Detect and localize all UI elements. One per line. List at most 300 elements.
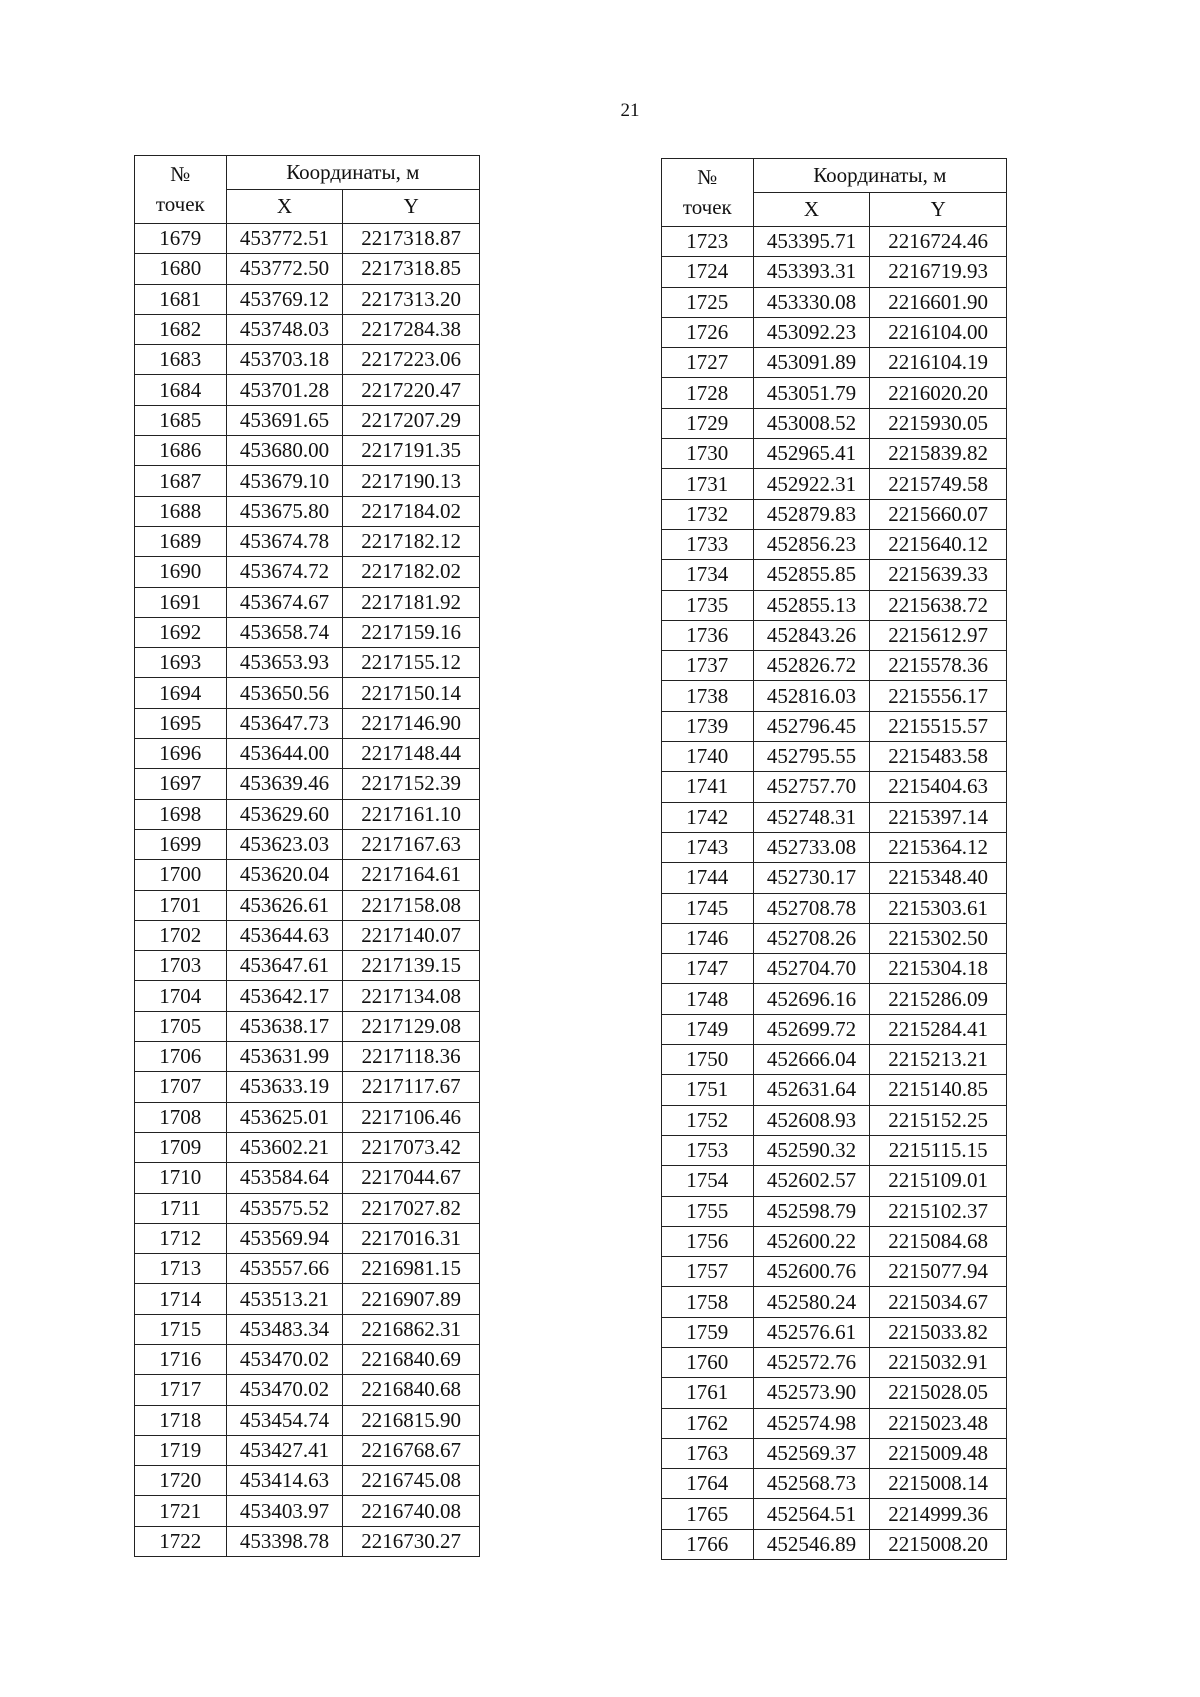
y-coordinate-cell: 2217158.08 [343,890,480,920]
y-coordinate-cell: 2215077.94 [870,1257,1007,1287]
x-coordinate-cell: 453633.19 [226,1072,343,1102]
y-coordinate-cell: 2215556.17 [870,681,1007,711]
x-coordinate-cell: 453626.61 [226,890,343,920]
x-coordinate-cell: 453650.56 [226,678,343,708]
y-coordinate-cell: 2215638.72 [870,590,1007,620]
x-coordinate-cell: 452879.83 [753,499,870,529]
y-coordinate-cell: 2217159.16 [343,617,480,647]
x-coordinate-cell: 452666.04 [753,1045,870,1075]
point-number-cell: 1680 [135,254,227,284]
table-row [135,466,480,496]
table-row [135,557,480,587]
point-number-cell: 1757 [662,1257,754,1287]
point-number-cell: 1750 [662,1045,754,1075]
x-coordinate-cell: 453772.51 [226,224,343,254]
y-coordinate-cell: 2215102.37 [870,1196,1007,1226]
table-row [135,1314,480,1344]
x-coordinate-cell: 453701.28 [226,375,343,405]
point-number-cell: 1699 [135,829,227,859]
y-coordinate-cell: 2215140.85 [870,1075,1007,1105]
y-coordinate-cell: 2215348.40 [870,863,1007,893]
point-number-cell: 1751 [662,1075,754,1105]
table-row [662,984,1007,1014]
x-coordinate-cell: 452602.57 [753,1166,870,1196]
table-row [135,436,480,466]
x-coordinate-cell: 452564.51 [753,1499,870,1529]
x-coordinate-cell: 452569.37 [753,1438,870,1468]
x-coordinate-cell: 452631.64 [753,1075,870,1105]
point-number-cell: 1729 [662,408,754,438]
point-number-cell: 1747 [662,954,754,984]
x-coordinate-cell: 452573.90 [753,1378,870,1408]
point-number-cell: 1764 [662,1469,754,1499]
table-row [135,1011,480,1041]
y-coordinate-cell: 2215213.21 [870,1045,1007,1075]
point-number-cell: 1754 [662,1166,754,1196]
y-coordinate-cell: 2216907.89 [343,1284,480,1314]
point-number-cell: 1690 [135,557,227,587]
point-number-cell: 1748 [662,984,754,1014]
x-coordinate-cell: 453674.78 [226,526,343,556]
x-coordinate-cell: 452795.55 [753,742,870,772]
x-coordinate-cell: 453569.94 [226,1223,343,1253]
y-coordinate-cell: 2215008.20 [870,1529,1007,1559]
point-number-cell: 1725 [662,287,754,317]
point-number-cell: 1685 [135,405,227,435]
x-coordinate-cell: 453647.73 [226,708,343,738]
point-number-cell: 1744 [662,863,754,893]
point-number-cell: 1692 [135,617,227,647]
x-coordinate-cell: 453674.67 [226,587,343,617]
x-coordinate-cell: 453675.80 [226,496,343,526]
table-row [662,1166,1007,1196]
table-row [662,227,1007,257]
point-number-cell: 1745 [662,893,754,923]
point-number-cell: 1732 [662,499,754,529]
point-number-cell: 1759 [662,1317,754,1347]
x-coordinate-cell: 452608.93 [753,1105,870,1135]
y-coordinate-cell: 2217190.13 [343,466,480,496]
y-coordinate-cell: 2216724.46 [870,227,1007,257]
x-coordinate-cell: 453658.74 [226,617,343,647]
y-coordinate-cell: 2215304.18 [870,954,1007,984]
x-coordinate-cell: 453703.18 [226,345,343,375]
y-coordinate-cell: 2216740.08 [343,1496,480,1526]
y-coordinate-cell: 2216104.00 [870,317,1007,347]
table-row [662,1347,1007,1377]
x-column-header: X [753,193,870,227]
point-number-cell: 1749 [662,1014,754,1044]
table-row [135,920,480,950]
table-row [135,1405,480,1435]
point-number-cell: 1701 [135,890,227,920]
y-coordinate-cell: 2217155.12 [343,648,480,678]
point-number-cell: 1728 [662,378,754,408]
y-coordinate-cell: 2217223.06 [343,345,480,375]
point-number-cell: 1741 [662,772,754,802]
x-coordinate-cell: 453674.72 [226,557,343,587]
y-coordinate-cell: 2217182.02 [343,557,480,587]
table-row [662,1045,1007,1075]
table-row [135,1375,480,1405]
y-coordinate-cell: 2217164.61 [343,860,480,890]
x-coordinate-cell: 453748.03 [226,314,343,344]
y-coordinate-cell: 2217073.42 [343,1132,480,1162]
x-column-header: X [226,190,343,224]
table-row [662,863,1007,893]
y-coordinate-cell: 2217106.46 [343,1102,480,1132]
x-coordinate-cell: 452572.76 [753,1347,870,1377]
table-row [135,1526,480,1556]
y-coordinate-cell: 2217184.02 [343,496,480,526]
x-coordinate-cell: 452757.70 [753,772,870,802]
x-coordinate-cell: 452600.76 [753,1257,870,1287]
table-row [662,954,1007,984]
y-coordinate-cell: 2217027.82 [343,1193,480,1223]
y-coordinate-cell: 2217161.10 [343,799,480,829]
table-row [662,1408,1007,1438]
number-sign-label: № [697,165,718,190]
coordinates-header: Координаты, м [753,159,1006,193]
point-number-cell: 1679 [135,224,227,254]
x-coordinate-cell: 453403.97 [226,1496,343,1526]
x-coordinate-cell: 453680.00 [226,436,343,466]
x-coordinate-cell: 452856.23 [753,529,870,559]
table-row [662,1469,1007,1499]
x-coordinate-cell: 452843.26 [753,620,870,650]
points-label: точек [682,194,732,219]
table-row [135,617,480,647]
x-coordinate-cell: 452796.45 [753,711,870,741]
table-row [135,375,480,405]
table-row [662,257,1007,287]
point-number-cell: 1687 [135,466,227,496]
point-number-cell: 1717 [135,1375,227,1405]
point-number-cell: 1708 [135,1102,227,1132]
x-coordinate-cell: 453483.34 [226,1314,343,1344]
y-coordinate-cell: 2217117.67 [343,1072,480,1102]
table-row [135,799,480,829]
y-coordinate-cell: 2215397.14 [870,802,1007,832]
point-number-cell: 1696 [135,739,227,769]
point-number-cell: 1762 [662,1408,754,1438]
point-number-cell: 1765 [662,1499,754,1529]
y-coordinate-cell: 2217139.15 [343,951,480,981]
x-coordinate-cell: 453091.89 [753,348,870,378]
y-coordinate-cell: 2216862.31 [343,1314,480,1344]
point-number-cell: 1740 [662,742,754,772]
table-row [135,224,480,254]
y-coordinate-cell: 2217318.85 [343,254,480,284]
point-number-cell: 1760 [662,1347,754,1377]
point-number-cell: 1719 [135,1435,227,1465]
x-coordinate-cell: 452576.61 [753,1317,870,1347]
point-number-cell: 1703 [135,951,227,981]
table-row [135,1344,480,1374]
x-coordinate-cell: 453644.00 [226,739,343,769]
y-coordinate-cell: 2217129.08 [343,1011,480,1041]
x-coordinate-cell: 452730.17 [753,863,870,893]
table-row [135,829,480,859]
point-number-cell: 1713 [135,1254,227,1284]
y-coordinate-cell: 2217181.92 [343,587,480,617]
y-coordinate-cell: 2215930.05 [870,408,1007,438]
table-row [662,529,1007,559]
x-coordinate-cell: 452816.03 [753,681,870,711]
x-coordinate-cell: 452600.22 [753,1226,870,1256]
y-coordinate-cell: 2217313.20 [343,284,480,314]
table-row [662,287,1007,317]
point-number-cell: 1758 [662,1287,754,1317]
x-coordinate-cell: 452733.08 [753,832,870,862]
y-coordinate-cell: 2215109.01 [870,1166,1007,1196]
x-coordinate-cell: 452574.98 [753,1408,870,1438]
x-coordinate-cell: 452748.31 [753,802,870,832]
table-row [662,378,1007,408]
y-coordinate-cell: 2215032.91 [870,1347,1007,1377]
point-number-cell: 1743 [662,832,754,862]
table-row [135,890,480,920]
point-number-cell: 1734 [662,560,754,590]
table-row [662,651,1007,681]
y-coordinate-cell: 2217148.44 [343,739,480,769]
point-number-cell: 1755 [662,1196,754,1226]
table-row [135,345,480,375]
point-number-cell: 1739 [662,711,754,741]
table-row [135,1163,480,1193]
table-row [135,1102,480,1132]
table-row [662,1014,1007,1044]
table-row [135,1072,480,1102]
x-coordinate-cell: 453584.64 [226,1163,343,1193]
page-number: 21 [620,100,640,121]
x-coordinate-cell: 452826.72 [753,651,870,681]
x-coordinate-cell: 453092.23 [753,317,870,347]
coordinates-table-left [134,155,480,1557]
table-row [135,1466,480,1496]
coordinates-table-right [661,158,1007,1560]
table-row [135,981,480,1011]
number-sign-label: № [170,162,191,187]
y-coordinate-cell: 2216815.90 [343,1405,480,1435]
y-coordinate-cell: 2215023.48 [870,1408,1007,1438]
table-row [662,1287,1007,1317]
table-row [135,254,480,284]
x-coordinate-cell: 453513.21 [226,1284,343,1314]
y-coordinate-cell: 2215152.25 [870,1105,1007,1135]
y-coordinate-cell: 2215660.07 [870,499,1007,529]
y-coordinate-cell: 2217167.63 [343,829,480,859]
table-row [135,951,480,981]
table-row [662,469,1007,499]
y-coordinate-cell: 2216981.15 [343,1254,480,1284]
x-coordinate-cell: 452696.16 [753,984,870,1014]
table-row [135,1284,480,1314]
point-number-header [662,159,754,227]
table-row [135,708,480,738]
point-number-cell: 1761 [662,1378,754,1408]
table-row [662,560,1007,590]
point-number-cell: 1742 [662,802,754,832]
y-coordinate-cell: 2217140.07 [343,920,480,950]
y-coordinate-cell: 2216768.67 [343,1435,480,1465]
point-number-cell: 1682 [135,314,227,344]
point-number-cell: 1736 [662,620,754,650]
point-number-cell: 1681 [135,284,227,314]
x-coordinate-cell: 453470.02 [226,1375,343,1405]
point-number-cell: 1726 [662,317,754,347]
y-coordinate-cell: 2215640.12 [870,529,1007,559]
y-coordinate-cell: 2217150.14 [343,678,480,708]
y-coordinate-cell: 2216745.08 [343,1466,480,1496]
table-row [662,1257,1007,1287]
y-coordinate-cell: 2215839.82 [870,439,1007,469]
x-coordinate-cell: 453647.61 [226,951,343,981]
y-coordinate-cell: 2217152.39 [343,769,480,799]
x-coordinate-cell: 453644.63 [226,920,343,950]
x-coordinate-cell: 453454.74 [226,1405,343,1435]
point-number-cell: 1723 [662,227,754,257]
table-row [662,1105,1007,1135]
x-coordinate-cell: 453427.41 [226,1435,343,1465]
table-row [662,923,1007,953]
point-number-cell: 1686 [135,436,227,466]
point-number-cell: 1705 [135,1011,227,1041]
x-coordinate-cell: 453642.17 [226,981,343,1011]
table-row [135,496,480,526]
point-number-cell: 1746 [662,923,754,953]
point-number-cell: 1716 [135,1344,227,1374]
y-coordinate-cell: 2215302.50 [870,923,1007,953]
x-coordinate-cell: 452855.85 [753,560,870,590]
y-coordinate-cell: 2217146.90 [343,708,480,738]
point-number-cell: 1698 [135,799,227,829]
y-coordinate-cell: 2215033.82 [870,1317,1007,1347]
point-number-cell: 1684 [135,375,227,405]
y-coordinate-cell: 2216840.68 [343,1375,480,1405]
y-coordinate-cell: 2215286.09 [870,984,1007,1014]
y-coordinate-cell: 2215404.63 [870,772,1007,802]
x-coordinate-cell: 452708.78 [753,893,870,923]
point-number-cell: 1737 [662,651,754,681]
y-coordinate-cell: 2217182.12 [343,526,480,556]
table-row [662,1317,1007,1347]
point-number-cell: 1715 [135,1314,227,1344]
y-coordinate-cell: 2216104.19 [870,348,1007,378]
point-number-cell: 1731 [662,469,754,499]
y-coordinate-cell: 2215115.15 [870,1135,1007,1165]
y-coordinate-cell: 2215749.58 [870,469,1007,499]
table-row [662,681,1007,711]
y-coordinate-cell: 2215009.48 [870,1438,1007,1468]
point-number-cell: 1707 [135,1072,227,1102]
point-number-cell: 1724 [662,257,754,287]
point-number-cell: 1694 [135,678,227,708]
point-number-cell: 1712 [135,1223,227,1253]
table-row [662,348,1007,378]
table-row [135,739,480,769]
table-row [135,678,480,708]
table-row [135,587,480,617]
point-number-cell: 1709 [135,1132,227,1162]
x-coordinate-cell: 452704.70 [753,954,870,984]
coordinates-header: Координаты, м [226,156,479,190]
point-number-cell: 1763 [662,1438,754,1468]
point-number-cell: 1693 [135,648,227,678]
x-coordinate-cell: 453575.52 [226,1193,343,1223]
y-coordinate-cell: 2216601.90 [870,287,1007,317]
y-coordinate-cell: 2217134.08 [343,981,480,1011]
y-coordinate-cell: 2217284.38 [343,314,480,344]
x-coordinate-cell: 453330.08 [753,287,870,317]
table-row [135,526,480,556]
table-row [135,1193,480,1223]
point-number-cell: 1689 [135,526,227,556]
point-number-header [135,156,227,224]
table-row [135,648,480,678]
x-coordinate-cell: 453691.65 [226,405,343,435]
y-coordinate-cell: 2215639.33 [870,560,1007,590]
table-row [135,769,480,799]
table-row [662,1378,1007,1408]
point-number-cell: 1727 [662,348,754,378]
table-row [135,1254,480,1284]
y-coordinate-cell: 2215303.61 [870,893,1007,923]
y-coordinate-cell: 2216719.93 [870,257,1007,287]
table-row [662,499,1007,529]
x-coordinate-cell: 453653.93 [226,648,343,678]
x-coordinate-cell: 452580.24 [753,1287,870,1317]
point-number-cell: 1697 [135,769,227,799]
x-coordinate-cell: 452568.73 [753,1469,870,1499]
x-coordinate-cell: 453639.46 [226,769,343,799]
y-coordinate-cell: 2214999.36 [870,1499,1007,1529]
x-coordinate-cell: 453638.17 [226,1011,343,1041]
table-body-right [662,227,1007,1560]
y-coordinate-cell: 2216020.20 [870,378,1007,408]
point-number-cell: 1710 [135,1163,227,1193]
x-coordinate-cell: 453629.60 [226,799,343,829]
x-coordinate-cell: 453602.21 [226,1132,343,1162]
table-row [135,1223,480,1253]
table-row [135,284,480,314]
table-row [135,1496,480,1526]
point-number-cell: 1733 [662,529,754,559]
y-coordinate-cell: 2215364.12 [870,832,1007,862]
y-coordinate-cell: 2217191.35 [343,436,480,466]
table-row [662,1196,1007,1226]
point-number-cell: 1735 [662,590,754,620]
y-coordinate-cell: 2217318.87 [343,224,480,254]
table-row [662,711,1007,741]
x-coordinate-cell: 453620.04 [226,860,343,890]
points-label: точек [155,191,205,216]
point-number-cell: 1688 [135,496,227,526]
point-number-cell: 1718 [135,1405,227,1435]
x-coordinate-cell: 453679.10 [226,466,343,496]
x-coordinate-cell: 453398.78 [226,1526,343,1556]
point-number-cell: 1730 [662,439,754,469]
y-coordinate-cell: 2217044.67 [343,1163,480,1193]
y-column-header: Y [343,190,480,224]
x-coordinate-cell: 453008.52 [753,408,870,438]
table-row [662,802,1007,832]
x-coordinate-cell: 453557.66 [226,1254,343,1284]
x-coordinate-cell: 452708.26 [753,923,870,953]
y-coordinate-cell: 2217220.47 [343,375,480,405]
y-coordinate-cell: 2215515.57 [870,711,1007,741]
x-coordinate-cell: 452699.72 [753,1014,870,1044]
